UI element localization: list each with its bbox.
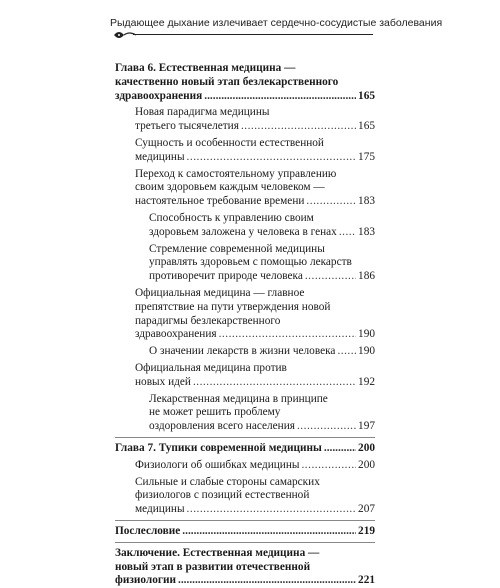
toc-entry-line: противоречит природе человека [149,270,303,283]
floral-ornament-icon [112,28,138,42]
page-number: 200 [358,458,375,471]
dot-leader [204,90,356,104]
toc-section-entry [115,212,375,240]
toc-entry-line: О значении лекарств в жизни человека [149,345,336,358]
page-number: 219 [358,524,375,537]
chapter-separator [115,437,375,438]
toc-entry-line: Лекарственная медицина в принципе [149,392,328,405]
toc-chapter-entry [115,525,375,539]
toc-section-entry [115,287,375,342]
chapter-separator [115,520,375,521]
page-number: 175 [358,150,375,163]
toc-entry-line: физиологов с позиций естественной [135,489,310,502]
toc-entry-line: медицины [135,503,185,516]
toc-entry-line: Официальная медицина — главное [135,286,305,299]
toc-entry-line: физиологии [115,574,177,587]
dot-leader [339,226,356,240]
page-number: 165 [358,120,375,133]
page-number: 200 [358,441,375,454]
toc-section-entry [115,345,375,359]
toc-entry-line: Переход к самостоятельному управлению [135,167,337,180]
dot-leader [305,270,356,284]
toc-chapter-entry [115,62,375,103]
toc-entry-line: Заключение. Естественная медицина — [115,546,320,559]
toc-section-entry [115,106,375,134]
page-number: 190 [358,345,375,358]
toc-entry-line: Послесловие [115,524,181,537]
toc-entry-line: не может решить проблему [149,406,281,419]
toc-entry-line: парадигмы безлекарственного [135,314,281,327]
header-rule [133,34,373,35]
dot-leader [306,195,356,209]
toc-entry-line: своим здоровьем каждым человеком — [135,181,325,194]
toc-entry-line: качественно новый этап безлекарственного [115,75,339,88]
toc-entry-line: новый этап в развитии отечественной [115,560,311,573]
dot-leader [178,574,356,588]
page-number: 221 [358,574,375,587]
toc-entry-line: Способность к управлению своим [149,211,314,224]
toc-entry-line: третьего тысячелетия [135,120,239,133]
toc-entry-line: Новая парадигма медицины [135,106,270,119]
table-of-contents [115,58,375,588]
toc-entry-line: Официальная медицина против [135,361,287,374]
toc-entry-line: Стремление современной медицины [149,242,325,255]
toc-section-entry [115,459,375,473]
toc-entry-line: Физиологи об ошибках медицины [135,458,300,471]
toc-chapter-entry [115,442,375,456]
dot-leader [337,345,356,359]
chapter-separator [115,542,375,543]
toc-section-entry [115,137,375,165]
toc-entry-line: препятствие на пути утверждения новой [135,300,331,313]
page-number: 207 [358,503,375,516]
page-number: 197 [358,420,375,433]
toc-entry-line: управлять здоровьем с помощью лекарств [149,256,352,269]
toc-entry-line: здравоохранения [115,89,203,102]
toc-chapter-entry [115,547,375,588]
toc-entry-line: Глава 7. Тупики современной медицины [115,441,322,454]
dot-leader [219,328,356,342]
page-number: 165 [358,89,375,102]
page-number: 192 [358,375,375,388]
toc-section-entry [115,476,375,517]
page-number: 183 [358,195,375,208]
toc-section-entry [115,168,375,209]
page-number: 186 [358,270,375,283]
dot-leader [297,420,356,434]
toc-entry-line: оздоровления всего населения [149,420,295,433]
running-header: Рыдающее дыхание излечивает сердечно-сосудистые заболевания [110,17,443,29]
dot-leader [301,459,356,473]
toc-section-entry [115,393,375,434]
toc-entry-line: Глава 6. Естественная медицина — [115,62,296,74]
toc-entry-line: Сильные и слабые стороны самарских [135,475,320,488]
toc-entry-line: медицины [135,150,185,163]
toc-entry-line: Сущность и особенности естественной [135,136,324,149]
toc-entry-line: новых идей [135,375,191,388]
toc-section-entry [115,243,375,284]
dot-leader [324,442,356,456]
dot-leader [241,120,356,134]
toc-section-entry [115,362,375,390]
page-number: 183 [358,225,375,238]
dot-leader [182,525,356,539]
toc-entry-line: здоровьем заложена у человека в генах [149,225,337,238]
toc-entry-line: настоятельное требование времени [135,195,305,208]
page-number: 190 [358,328,375,341]
dot-leader [187,151,357,165]
toc-entry-line: здравоохранения [135,328,217,341]
dot-leader [187,503,357,517]
dot-leader [193,376,356,390]
